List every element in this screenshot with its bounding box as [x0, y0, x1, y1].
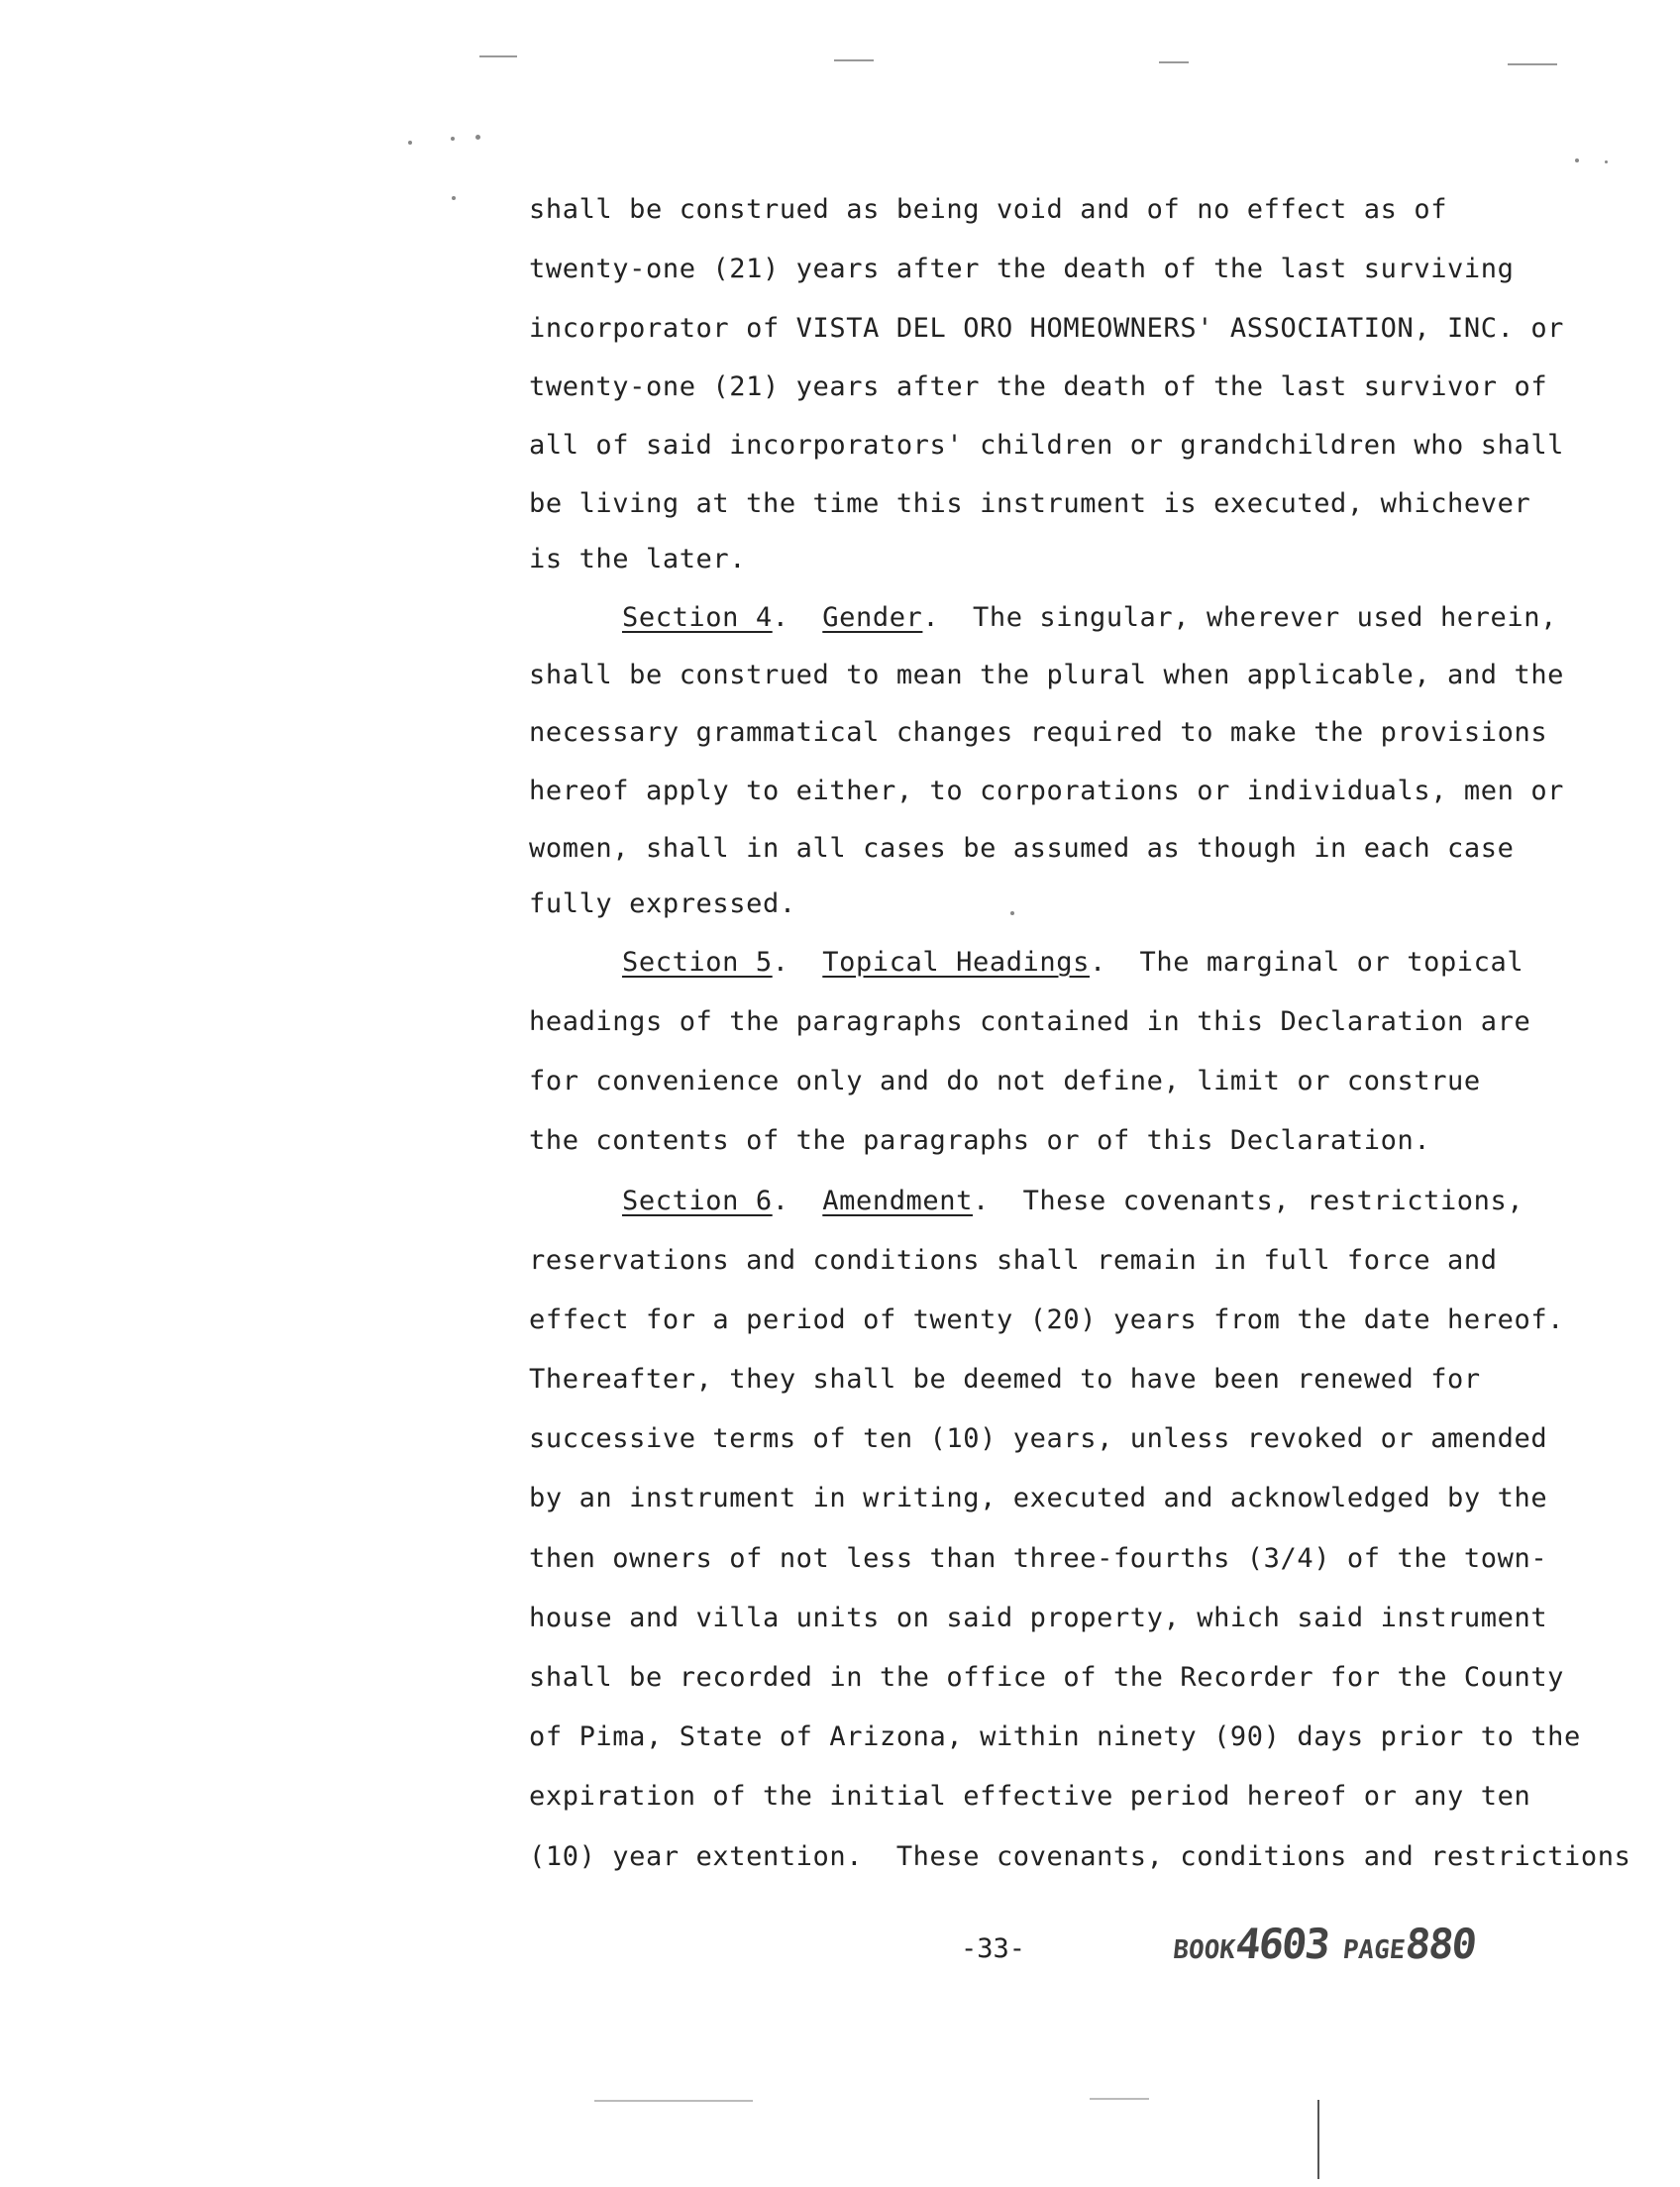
section-5-title: Topical Headings	[822, 947, 1090, 978]
body-line: house and villa units on said property, which said instrument	[529, 1603, 1548, 1633]
stamp-page-number: 880	[1403, 1920, 1478, 1968]
scan-artifact	[408, 141, 412, 145]
body-line: (10) year extention. These covenants, conditions and restrictions	[529, 1841, 1631, 1872]
body-line: be living at the time this instrument is executed, whichever	[529, 488, 1531, 519]
scan-artifact	[1605, 160, 1608, 163]
section-4-first-text: The singular, wherever used herein,	[973, 602, 1557, 633]
scan-artifact	[594, 2100, 753, 2102]
body-line: shall be recorded in the office of the Recorder for the County	[529, 1662, 1565, 1693]
scan-artifact	[451, 137, 455, 141]
body-line: for convenience only and do not define, limit or construe	[529, 1066, 1481, 1096]
section-5-label: Section 5	[622, 947, 773, 978]
scan-artifact	[834, 59, 874, 61]
section-6-heading-line: Section 6. Amendment. These covenants, restrictions,	[622, 1186, 1524, 1216]
stamp-book-label: BOOK	[1171, 1935, 1237, 1965]
scan-artifact	[1575, 158, 1579, 162]
scan-artifact	[1508, 63, 1557, 65]
page-number: -33-	[961, 1933, 1026, 1964]
section-4-title: Gender	[822, 602, 923, 633]
scan-artifact	[475, 135, 480, 140]
body-line: then owners of not less than three-fourths (3/4) of the town-	[529, 1543, 1548, 1574]
section-5-heading-line: Section 5. Topical Headings. The marginal or topical	[622, 947, 1524, 978]
body-line: twenty-one (21) years after the death of the last survivor of	[529, 371, 1548, 402]
section-5-first-text: The marginal or topical	[1139, 947, 1524, 978]
recorder-stamp	[1171, 1920, 1477, 1968]
scan-artifact	[1317, 2100, 1319, 2179]
scan-artifact	[452, 196, 456, 200]
body-line: necessary grammatical changes required to make the provisions	[529, 717, 1548, 748]
stamp-page-label: PAGE	[1341, 1935, 1407, 1965]
body-line: reservations and conditions shall remain in full force and	[529, 1245, 1498, 1276]
body-line: twenty-one (21) years after the death of the last surviving	[529, 254, 1515, 284]
body-line: effect for a period of twenty (20) years from the date hereof.	[529, 1304, 1565, 1335]
scan-artifact	[479, 55, 517, 57]
body-line: incorporator of VISTA DEL ORO HOMEOWNERS' ASSOCIATION, INC. or	[529, 313, 1565, 344]
body-line: the contents of the paragraphs or of this Declaration.	[529, 1125, 1431, 1156]
section-6-title: Amendment	[822, 1186, 973, 1216]
body-line: of Pima, State of Arizona, within ninety (90) days prior to the	[529, 1721, 1581, 1752]
body-line: expiration of the initial effective period hereof or any ten	[529, 1781, 1531, 1812]
section-6-label: Section 6	[622, 1186, 773, 1216]
section-4-heading-line: Section 4. Gender. The singular, wherever used herein,	[622, 602, 1557, 633]
body-line: fully expressed.	[529, 888, 796, 919]
body-line: by an instrument in writing, executed and acknowledged by the	[529, 1483, 1548, 1513]
scan-artifact	[1010, 911, 1014, 915]
section-4-label: Section 4	[622, 602, 773, 633]
body-line: women, shall in all cases be assumed as though in each case	[529, 833, 1515, 864]
body-line: shall be construed as being void and of no effect as of	[529, 194, 1448, 225]
body-line: is the later.	[529, 544, 747, 574]
body-line: headings of the paragraphs contained in this Declaration are	[529, 1006, 1531, 1037]
body-line: shall be construed to mean the plural when applicable, and the	[529, 660, 1565, 690]
body-line: Thereafter, they shall be deemed to have been renewed for	[529, 1364, 1481, 1395]
scan-artifact	[1159, 61, 1189, 63]
body-line: successive terms of ten (10) years, unless revoked or amended	[529, 1423, 1548, 1454]
body-line: hereof apply to either, to corporations or individuals, men or	[529, 776, 1565, 806]
scan-artifact	[1090, 2098, 1149, 2100]
body-line: all of said incorporators' children or grandchildren who shall	[529, 430, 1565, 461]
stamp-book-number: 4603	[1233, 1920, 1331, 1968]
section-6-first-text: These covenants, restrictions,	[1022, 1186, 1524, 1216]
